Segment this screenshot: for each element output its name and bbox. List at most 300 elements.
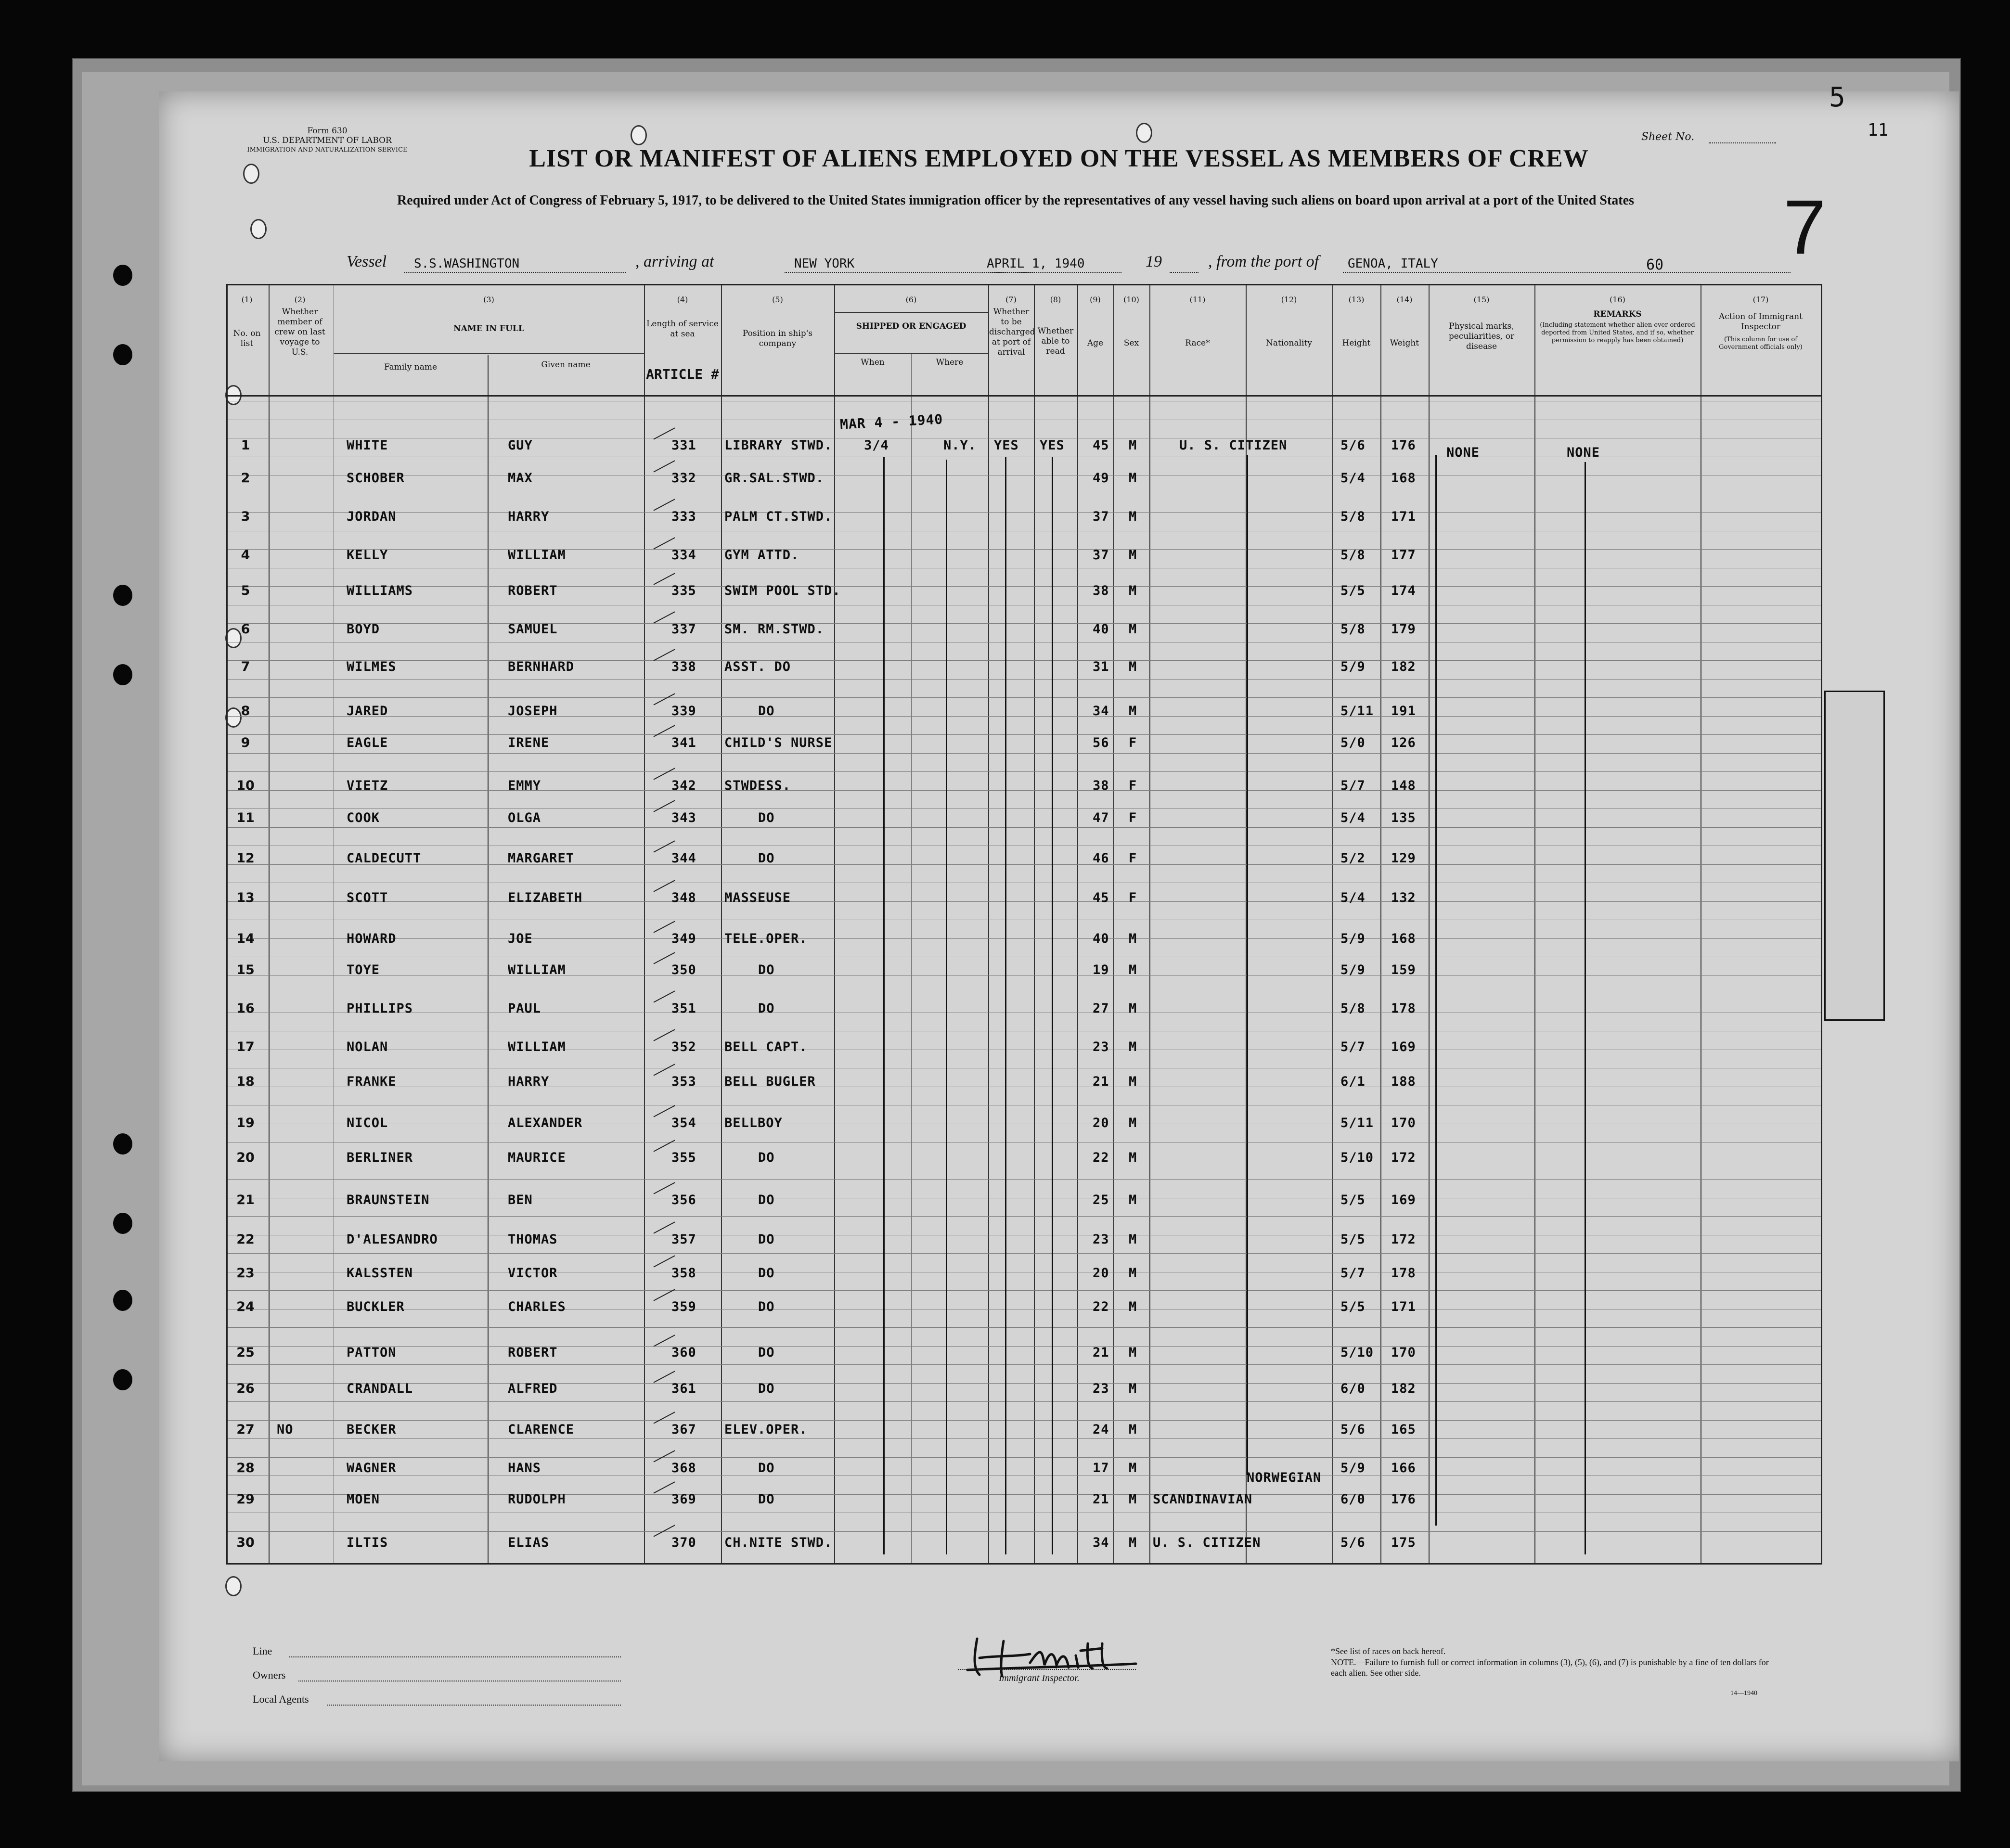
row-weight: 132	[1391, 890, 1416, 905]
discharged-value: YES	[994, 438, 1019, 453]
row-service-length: 357	[671, 1232, 696, 1247]
row-age: 21	[1093, 1074, 1109, 1089]
vessel-value: S.S.WASHINGTON	[414, 257, 520, 271]
ruled-line	[228, 1179, 1821, 1180]
row-sex: M	[1129, 1492, 1137, 1507]
row-position: ELEV.OPER.	[724, 1422, 808, 1437]
row-position: TELE.OPER.	[724, 931, 808, 946]
punch-hole	[250, 219, 267, 239]
ruled-line	[228, 1531, 1821, 1532]
row-weight: 177	[1391, 548, 1416, 563]
col-num-13: (13)	[1348, 295, 1365, 304]
row-sex: M	[1129, 471, 1137, 486]
row-age: 34	[1093, 1535, 1109, 1550]
row-sex: M	[1129, 1232, 1137, 1247]
row-position: DO	[758, 1193, 775, 1207]
row-family-name: BOYD	[347, 622, 380, 637]
ruled-line	[228, 1346, 1821, 1347]
col-num-12: (12)	[1281, 295, 1297, 304]
row-age: 47	[1093, 810, 1109, 825]
row-weight: 169	[1391, 1193, 1416, 1207]
row-sex: M	[1129, 704, 1137, 719]
ruled-line	[228, 1457, 1821, 1458]
race-note: *See list of races on back hereof.	[1331, 1646, 1446, 1656]
row-family-name: BRAUNSTEIN	[347, 1193, 430, 1207]
row-service-length: 369	[671, 1492, 696, 1507]
row-age: 34	[1093, 704, 1109, 719]
row-sex: M	[1129, 509, 1137, 524]
row-age: 45	[1093, 438, 1109, 453]
ruled-line	[228, 512, 1821, 513]
row-given-name: THOMAS	[508, 1232, 558, 1247]
row-number: 22	[236, 1232, 255, 1247]
row-position: BELLBOY	[724, 1116, 783, 1130]
row-sex: M	[1129, 931, 1137, 946]
ruled-line	[228, 1401, 1821, 1402]
physical-value: NONE	[1446, 445, 1480, 460]
row-weight: 170	[1391, 1345, 1416, 1360]
col-header-action: Action of Immigrant Inspector	[1719, 312, 1803, 332]
row-weight: 176	[1391, 1492, 1416, 1507]
ruled-line	[228, 586, 1821, 587]
row-sex: M	[1129, 1150, 1137, 1165]
page-title: LIST OR MANIFEST OF ALIENS EMPLOYED ON THE VESSEL AS MEMBERS OF CREW	[529, 145, 1589, 172]
ditto-line-where	[946, 460, 947, 1554]
department-name: U.S. DEPARTMENT OF LABOR	[263, 136, 392, 145]
row-height: 5/8	[1340, 1001, 1366, 1016]
row-family-name: HOWARD	[347, 931, 397, 946]
punch-hole	[225, 1576, 242, 1596]
row-family-name: WILLIAMS	[347, 583, 413, 598]
engaged-where: N.Y.	[943, 438, 977, 453]
inspector-label: Immigrant Inspector.	[999, 1673, 1080, 1683]
col-header-height: Height	[1342, 338, 1371, 348]
col-header-given: Given name	[541, 360, 591, 370]
row-height: 5/9	[1340, 962, 1366, 977]
row-sex: M	[1129, 438, 1137, 453]
row-family-name: KELLY	[347, 548, 388, 563]
row-number: 14	[236, 931, 255, 946]
ruled-line	[228, 975, 1821, 976]
row-weight: 176	[1391, 438, 1416, 453]
arrival-date: APRIL 1, 1940	[987, 257, 1085, 271]
sheet-number-label: Sheet No.	[1641, 131, 1695, 143]
col-num-2: (2)	[294, 295, 306, 304]
row-number: 10	[236, 778, 255, 793]
row-family-name: SCOTT	[347, 890, 388, 905]
row-height: 5/5	[1340, 1232, 1366, 1247]
row-age: 49	[1093, 471, 1109, 486]
binder-hole	[113, 265, 132, 286]
row-number: 23	[236, 1266, 255, 1281]
row-sex: M	[1129, 1074, 1137, 1089]
row-weight: 175	[1391, 1535, 1416, 1550]
row-family-name: NICOL	[347, 1116, 388, 1130]
row-service-length: 356	[671, 1193, 696, 1207]
row-family-name: SCHOBER	[347, 471, 405, 486]
row-height: 5/11	[1340, 704, 1374, 719]
col-header-read: Whether able to read	[1037, 326, 1074, 356]
ruled-line	[228, 808, 1821, 809]
row-service-length: 342	[671, 778, 696, 793]
row-height: 5/5	[1340, 1193, 1366, 1207]
col-num-8: (8)	[1050, 295, 1061, 304]
row-sex: M	[1129, 1381, 1137, 1396]
row-number: 28	[236, 1461, 255, 1476]
row-weight: 179	[1391, 622, 1416, 637]
row-age: 37	[1093, 548, 1109, 563]
ruled-line	[228, 660, 1821, 661]
row-given-name: ELIZABETH	[508, 890, 583, 905]
row-height: 5/7	[1340, 1266, 1366, 1281]
col-header-sex: Sex	[1123, 338, 1139, 348]
row-family-name: VIETZ	[347, 778, 388, 793]
row-weight: 159	[1391, 962, 1416, 977]
column-divider	[488, 355, 489, 1563]
row-age: 23	[1093, 1381, 1109, 1396]
row-number: 1	[241, 438, 250, 453]
ruled-line	[228, 901, 1821, 902]
row-height: 5/8	[1340, 509, 1366, 524]
row-nationality: NORWEGIAN	[1247, 1470, 1322, 1485]
row-weight: 166	[1391, 1461, 1416, 1476]
row-age: 27	[1093, 1001, 1109, 1016]
row-given-name: JOSEPH	[508, 704, 558, 719]
row-number: 4	[241, 548, 250, 563]
row-height: 5/10	[1340, 1150, 1374, 1165]
row-position: DO	[758, 1492, 775, 1507]
row-sex: M	[1129, 962, 1137, 977]
col-header-remarks-sub: (Including statement whether alien ever ordered deported from United States, and if so, whether permission to reapply has been obtained)	[1540, 321, 1695, 344]
row-sex: M	[1129, 1299, 1137, 1314]
row-service-length: 350	[671, 962, 696, 977]
ruled-line	[228, 790, 1821, 791]
row-weight: 182	[1391, 1381, 1416, 1396]
row-position: GYM ATTD.	[724, 548, 799, 563]
row-position: DO	[758, 1266, 775, 1281]
row-given-name: EMMY	[508, 778, 541, 793]
row-race: SCANDINAVIAN	[1153, 1492, 1253, 1507]
row-age: 38	[1093, 583, 1109, 598]
row-weight: 165	[1391, 1422, 1416, 1437]
row-age: 23	[1093, 1232, 1109, 1247]
ditto-line-read	[1052, 457, 1053, 1554]
row-number: 17	[236, 1040, 255, 1054]
col-num-14: (14)	[1396, 295, 1413, 304]
col-num-10: (10)	[1123, 295, 1139, 304]
row-family-name: BECKER	[347, 1422, 397, 1437]
row-family-name: EAGLE	[347, 735, 388, 750]
row-number: 2	[241, 471, 250, 486]
col-header-service: Length of service at sea	[646, 319, 719, 339]
row-height: 5/2	[1340, 851, 1366, 866]
row-service-length: 353	[671, 1074, 696, 1089]
punch-hole	[631, 125, 647, 145]
row-given-name: OLGA	[508, 810, 541, 825]
row-family-name: JORDAN	[347, 509, 397, 524]
ruled-line	[228, 697, 1821, 698]
engaged-date-stamp: MAR 4 - 1940	[839, 411, 944, 433]
underlying-sheet-box	[1824, 691, 1885, 1021]
row-age: 23	[1093, 1040, 1109, 1054]
row-age: 24	[1093, 1422, 1109, 1437]
row-sex: M	[1129, 1001, 1137, 1016]
row-family-name: ILTIS	[347, 1535, 388, 1550]
row-service-length: 359	[671, 1299, 696, 1314]
row-sex: F	[1129, 735, 1137, 750]
row-family-name: CALDECUTT	[347, 851, 422, 866]
row-sex: M	[1129, 659, 1137, 674]
row-age: 20	[1093, 1266, 1109, 1281]
row-weight: 171	[1391, 1299, 1416, 1314]
row-height: 5/10	[1340, 1345, 1374, 1360]
row-weight: 178	[1391, 1001, 1416, 1016]
row-service-length: 335	[671, 583, 696, 598]
row-family-name: KALSSTEN	[347, 1266, 413, 1281]
row-number: 29	[236, 1492, 255, 1507]
row-given-name: MARGARET	[508, 851, 575, 866]
row-service-length: 344	[671, 851, 696, 866]
row-number: 30	[236, 1535, 255, 1550]
row-sex: M	[1129, 548, 1137, 563]
column-divider	[1113, 285, 1114, 1563]
crew-table	[226, 284, 1822, 1565]
row-height: 5/6	[1340, 438, 1366, 453]
vessel-extra-mark: 60	[1646, 257, 1664, 273]
row-service-length: 349	[671, 931, 696, 946]
row-number: 12	[236, 851, 255, 866]
col-header-when: When	[861, 358, 885, 367]
row-age: 38	[1093, 778, 1109, 793]
row-height: 5/9	[1340, 931, 1366, 946]
row-number: 11	[236, 810, 255, 825]
row-height: 5/5	[1340, 583, 1366, 598]
col-header-no: No. on list	[233, 329, 261, 348]
ruled-line	[228, 1364, 1821, 1365]
ruled-line	[228, 716, 1821, 717]
row-height: 5/5	[1340, 1299, 1366, 1314]
row-age: 31	[1093, 659, 1109, 674]
ruled-line	[228, 1438, 1821, 1439]
row-given-name: MAX	[508, 471, 533, 486]
row-family-name: D'ALESANDRO	[347, 1232, 438, 1247]
row-height: 5/4	[1340, 810, 1366, 825]
column-divider	[911, 353, 912, 1563]
corner-mark-top2: 11	[1868, 120, 1889, 140]
row-service-length: 351	[671, 1001, 696, 1016]
row-number: 24	[236, 1299, 255, 1314]
row-position: DO	[758, 1001, 775, 1016]
col-header-position: Position in ship's company	[742, 329, 813, 348]
row-position: ASST. DO	[724, 659, 791, 674]
row-weight: 168	[1391, 931, 1416, 946]
row-position: DO	[758, 704, 775, 719]
row-sex: F	[1129, 890, 1137, 905]
row-given-name: WILLIAM	[508, 962, 566, 977]
row-position: BELL BUGLER	[724, 1074, 816, 1089]
binder-hole	[113, 585, 132, 606]
row-family-name: JARED	[347, 704, 388, 719]
row-number: 25	[236, 1345, 255, 1360]
row-position: DO	[758, 1299, 775, 1314]
col-num-16: (16)	[1610, 295, 1625, 304]
row-age: 25	[1093, 1193, 1109, 1207]
row-given-name: WILLIAM	[508, 1040, 566, 1054]
row-number: 19	[236, 1116, 255, 1130]
col-header-nationality: Nationality	[1266, 338, 1312, 348]
corner-mark-big: 7	[1783, 184, 1826, 270]
row-age: 40	[1093, 622, 1109, 637]
row-weight: 126	[1391, 735, 1416, 750]
row-service-length: 338	[671, 659, 696, 674]
binder-hole	[113, 1369, 132, 1390]
row-weight: 191	[1391, 704, 1416, 719]
row-position: DO	[758, 1461, 775, 1476]
header-bottom-rule	[228, 395, 1821, 397]
row-position: DO	[758, 1381, 775, 1396]
row-given-name: JOE	[508, 931, 533, 946]
read-value: YES	[1040, 438, 1065, 453]
ditto-line-when	[883, 457, 885, 1554]
row-given-name: ALEXANDER	[508, 1116, 583, 1130]
row-number: 27	[236, 1422, 255, 1437]
ruled-line	[228, 549, 1821, 550]
footer-line-label: Line	[253, 1645, 272, 1657]
ditto-line-remarks	[1585, 462, 1586, 1554]
row-given-name: CLARENCE	[508, 1422, 575, 1437]
row-sex: M	[1129, 1535, 1137, 1550]
col-header-family: Family name	[384, 362, 438, 372]
row-weight: 135	[1391, 810, 1416, 825]
row-sex: F	[1129, 810, 1137, 825]
row-service-length: 370	[671, 1535, 696, 1550]
row-position: GR.SAL.STWD.	[724, 471, 825, 486]
row-number: 3	[241, 509, 250, 524]
row-family-name: PATTON	[347, 1345, 397, 1360]
header-divider	[834, 353, 988, 354]
row-service-length: 367	[671, 1422, 696, 1437]
column-divider	[1034, 285, 1035, 1563]
inspector-signature-line	[958, 1669, 1136, 1670]
col-num-9: (9)	[1090, 295, 1101, 304]
row-position: MASSEUSE	[724, 890, 791, 905]
ruled-line	[228, 1383, 1821, 1384]
row-weight: 174	[1391, 583, 1416, 598]
col-num-17: (17)	[1752, 295, 1769, 304]
column-divider	[1077, 285, 1078, 1563]
row-crew-last-voyage: NO	[277, 1422, 294, 1437]
row-position: BELL CAPT.	[724, 1040, 808, 1054]
footer-agents-label: Local Agents	[253, 1693, 309, 1705]
row-height: 5/0	[1340, 735, 1366, 750]
col-num-5: (5)	[772, 295, 783, 304]
from-port-label: , from the port of	[1208, 253, 1319, 270]
column-divider	[269, 285, 270, 1563]
row-service-length: 358	[671, 1266, 696, 1281]
ruled-line	[228, 1290, 1821, 1291]
year-label: 19	[1146, 253, 1162, 270]
ruled-line	[228, 864, 1821, 865]
row-weight: 129	[1391, 851, 1416, 866]
ruled-line	[228, 771, 1821, 772]
column-divider	[1380, 285, 1381, 1563]
row-service-length: 361	[671, 1381, 696, 1396]
row-position: LIBRARY STWD.	[724, 438, 833, 453]
corner-mark-top: 5	[1829, 82, 1845, 113]
column-divider	[721, 285, 722, 1563]
col-header-remarks: REMARKS	[1593, 309, 1642, 319]
row-sex: F	[1129, 778, 1137, 793]
row-race: U. S. CITIZEN	[1153, 1535, 1261, 1550]
row-service-length: 339	[671, 704, 696, 719]
row-height: 6/0	[1340, 1381, 1366, 1396]
ruled-line	[228, 734, 1821, 735]
row-given-name: VICTOR	[508, 1266, 558, 1281]
col-num-7: (7)	[1005, 295, 1017, 304]
col-header-where: Where	[936, 358, 964, 367]
row-weight: 168	[1391, 471, 1416, 486]
ditto-line-physical	[1435, 455, 1437, 1526]
footer-agents-field	[327, 1705, 621, 1706]
row-height: 6/0	[1340, 1492, 1366, 1507]
row-given-name: RUDOLPH	[508, 1492, 566, 1507]
row-family-name: FRANKE	[347, 1074, 397, 1089]
row-number: 16	[236, 1001, 255, 1016]
form-code: 14—1940	[1730, 1690, 1757, 1697]
row-number: 21	[236, 1193, 255, 1207]
row-height: 6/1	[1340, 1074, 1366, 1089]
col-header-action-sub: (This column for use of Government officials only)	[1719, 336, 1803, 351]
row-number: 15	[236, 962, 255, 977]
binder-hole	[113, 664, 132, 685]
vessel-label: Vessel	[347, 253, 387, 270]
row-height: 5/7	[1340, 1040, 1366, 1054]
row-position: DO	[758, 1150, 775, 1165]
row-height: 5/11	[1340, 1116, 1374, 1130]
ruled-line	[228, 1420, 1821, 1421]
row-number: 5	[241, 583, 250, 598]
row-service-length: 341	[671, 735, 696, 750]
ditto-line-race	[1247, 455, 1248, 1475]
row-service-length: 334	[671, 548, 696, 563]
col-header-physical: Physical marks, peculiarities, or disease	[1448, 321, 1515, 351]
row-family-name: BERLINER	[347, 1150, 413, 1165]
col-num-3: (3)	[483, 295, 494, 304]
row-age: 22	[1093, 1299, 1109, 1314]
remarks-value: NONE	[1567, 445, 1600, 460]
ruled-line	[228, 827, 1821, 828]
column-divider	[834, 285, 835, 1563]
row-service-length: 355	[671, 1150, 696, 1165]
row-height: 5/9	[1340, 1461, 1366, 1476]
row-number: 8	[241, 704, 250, 719]
row-given-name: HARRY	[508, 1074, 550, 1089]
ruled-line	[228, 1216, 1821, 1217]
column-divider	[1149, 285, 1150, 1563]
footer-owners-label: Owners	[253, 1669, 286, 1681]
row-weight: 172	[1391, 1150, 1416, 1165]
row-sex: M	[1129, 1040, 1137, 1054]
column-divider	[644, 285, 645, 1563]
column-divider	[1332, 285, 1333, 1563]
ruled-line	[228, 1494, 1821, 1495]
arriving-value: NEW YORK	[794, 257, 855, 271]
row-position: SWIM POOL STD.	[724, 583, 841, 598]
column-divider	[988, 285, 989, 1563]
binder-hole	[113, 1133, 132, 1155]
row-position: STWDESS.	[724, 778, 791, 793]
row-position: DO	[758, 810, 775, 825]
